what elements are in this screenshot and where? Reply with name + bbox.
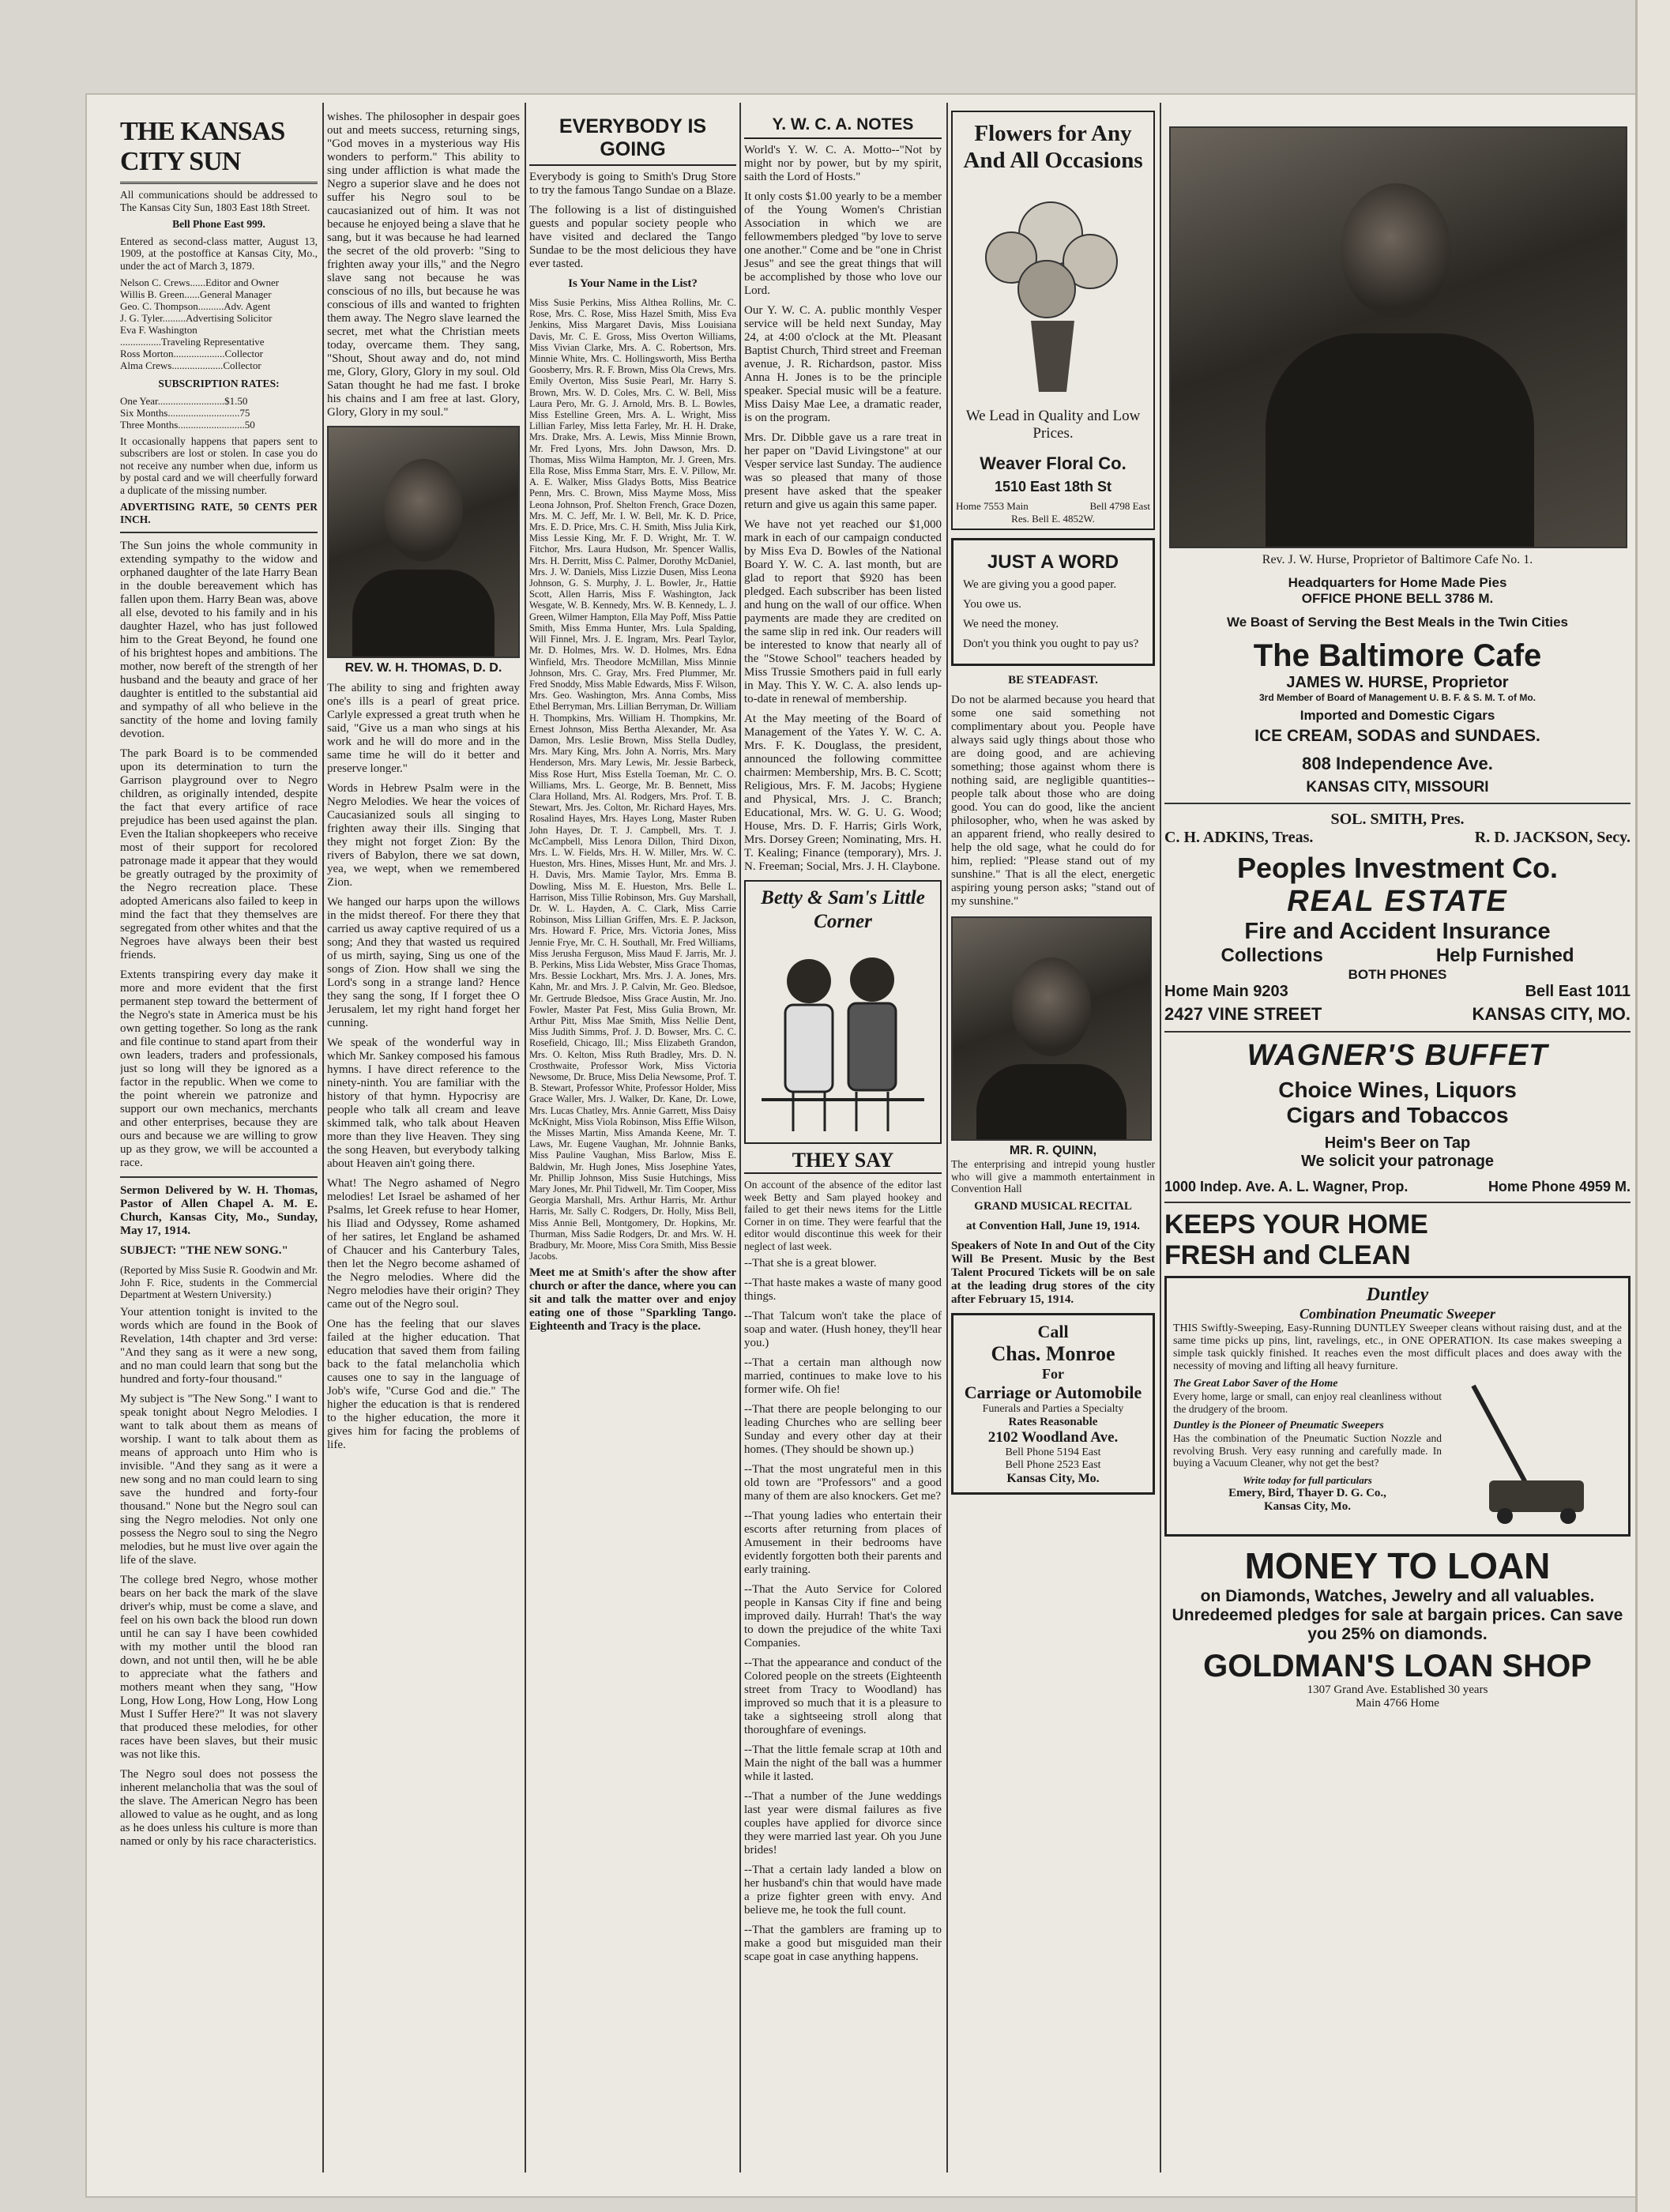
sermon-subject: SUBJECT: "THE NEW SONG."	[120, 1244, 288, 1257]
duntley-write: Write today for full particulars	[1243, 1473, 1372, 1486]
rate-line: One Year..........................$1.50	[120, 394, 248, 407]
monroe-rates: Rates Reasonable	[1008, 1415, 1098, 1428]
they-say-item: --That there are people belonging to our leading Churches who are selling beer Sunday and every other day at their homes. (They should be shown up.)	[744, 1403, 942, 1456]
they-say-item: --That a certain man although now married, continues to make love to his former wife. Oh fie!	[744, 1356, 942, 1396]
staff-line: Nelson C. Crews......Editor and Owner	[120, 276, 280, 288]
sweeper-illustration	[1442, 1378, 1600, 1528]
masthead-address: All communications should be addressed to The Kansas City Sun, 1803 East 18th Street.	[120, 189, 318, 213]
peoples-treas: C. H. ADKINS, Treas.	[1164, 829, 1314, 846]
missing-notice: It occasionally happens that papers sent to subscribers are lost or stolen. In case you do not receive any number when due, inform us by postal card and we will cheerfully forward a duplicate of the missing number.	[120, 434, 318, 496]
peoples-both: BOTH PHONES	[1348, 967, 1447, 982]
duntley-head: FRESH and CLEAN	[1164, 1240, 1411, 1270]
sermon-para: The college bred Negro, whose mother bears on her back the mark of the slave driver's whip, must be come a slave, and feel on his own back the blood run down until he can say I have been cowhided with my mother until the blood ran down, and not until then, will he be able to appreciate what the fathers and mothers meant when they sang, "How Long, How Long, How Long, How Long Must I Suffer Here?" It was not slavery that produced these melodies, for other races have been slaves, but their music was not like this.	[120, 1573, 318, 1761]
monroe-city: Kansas City, Mo.	[1006, 1471, 1100, 1485]
flowers-company: Weaver Floral Co.	[980, 453, 1126, 473]
staff-line: Geo. C. Thompson..........Adv. Agent	[120, 300, 271, 312]
flowers-phone: Bell 4798 East	[1089, 500, 1150, 512]
wagner-address: 1000 Indep. Ave. A. L. Wagner, Prop.	[1164, 1179, 1409, 1194]
divider	[1164, 803, 1631, 804]
loan-phone: Main 4766 Home	[1356, 1697, 1439, 1710]
ywca-para: World's Y. W. C. A. Motto--"Not by might nor by power, but by my spirit, saith the Lord of Hosts."	[744, 144, 942, 183]
masthead-entered: Entered as second-class matter, August 13, 1909, at the postoffice at Kansas City, Mo., under the act of March 3, 1879.	[120, 235, 318, 272]
ywca-para: At the May meeting of the Board of Management of the Yates Y. W. C. A. Mrs. F. K. Douglass, the president, announced the following committee chairmen: Membership, Mrs. B. C. Scott; Religious, Mrs. F. M. Jacobs; Hygiene and Physical, Mrs. J. C. Branch; Educational, Mrs. W. G. U. G. Wood; House, Mrs. D. F. Harris; Girls Work, Mrs. Dorsey Green; Nominating, Mrs. H. T. Kealing; Finance (temporary), Mrs. J. N. Freeman; Social, Mrs. J. H. Claybone.	[744, 713, 942, 873]
they-say-item: --That a number of the June weddings last year were dismal failures as five couples have applied for divorce since they were married last year. Oh you June brides!	[744, 1790, 942, 1856]
wagner-footer	[1164, 1179, 1631, 1195]
monroe-ad	[951, 1313, 1155, 1495]
peoples-name: Peoples Investment Co.	[1236, 852, 1559, 884]
baltimore-name: The Baltimore Cafe	[1253, 638, 1542, 673]
column-2	[327, 111, 520, 2188]
sermon-para: The Negro soul does not possess the inherent melancholia that was the soul of the slave. The American Negro has been allowed to value as he ought, and as long as he does unless his culture is more than named or only by his race characteristics.	[120, 1767, 318, 1848]
column-rule	[1160, 103, 1161, 2172]
just-a-word-line: Don't you think you ought to pay us?	[963, 638, 1139, 650]
duntley-great: The Great Labor Saver of the Home	[1173, 1378, 1338, 1390]
staff-line: Eva F. Washington	[120, 324, 197, 336]
advertising-rate: ADVERTISING RATE, 50 CENTS PER INCH.	[120, 501, 318, 525]
duntley-pioneer: Duntley is the Pioneer of Pneumatic Sweepers	[1173, 1420, 1384, 1431]
wagner-line: Cigars and Tobaccos	[1286, 1103, 1509, 1127]
duntley-box	[1164, 1276, 1631, 1537]
staff-line: Ross Morton....................Collector	[120, 348, 263, 359]
they-say-item: --That young ladies who entertain their escorts after returning from places of Amusement in their bedrooms have evidently forgotten both their parents and early training.	[744, 1510, 942, 1576]
monroe-for: For	[1042, 1365, 1064, 1382]
recital-date: at Convention Hall, June 19, 1914.	[965, 1219, 1141, 1232]
portrait-face	[1341, 183, 1451, 318]
peoples-city: KANSAS CITY, MO.	[1472, 1004, 1631, 1024]
baltimore-hq: Headquarters for Home Made Pies	[1288, 575, 1507, 590]
monroe-funerals: Funerals and Parties a Specialty	[982, 1402, 1124, 1415]
peoples-officers	[1164, 829, 1631, 847]
duntley-pioneer-text: Has the combination of the Pneumatic Suction Nozzle and revolving Brush. Very easy running and carefully made. In buying a Vacuum Cleaner, why not get the best?	[1173, 1432, 1442, 1469]
divider	[120, 1176, 318, 1178]
peoples-location	[1164, 1004, 1631, 1025]
peoples-phones	[1164, 983, 1631, 1001]
baltimore-boast: We Boast of Serving the Best Meals in the Twin Cities	[1226, 615, 1568, 630]
flowers-title: Flowers for Any And All Occasions	[963, 121, 1143, 173]
wagner-line: Choice Wines, Liquors	[1278, 1078, 1517, 1102]
divider	[1164, 1202, 1631, 1203]
they-say-item: --That Talcum won't take the place of soap and water. (Hush honey, they'll hear you.)	[744, 1310, 942, 1349]
column-3	[529, 111, 736, 2188]
be-steadfast-text: Do not be alarmed because you heard that some one said something not complimentary about you. People have always said ugly things about those who are doing good, and are achieving something; those against whom there is nothing said, are negligible quantities--people talk about those who are doing good. You can do good, like the ancient philosopher, who, when he was asked by an apparent friend, who really desired to help the old sage, what he could do for him, replied: "Please stand out of my sunshine." That is all the elect, energetic aspiring young person asks; "stand out of my sunshine."	[951, 694, 1155, 908]
divider	[120, 532, 318, 533]
baltimore-address: 808 Independence Ave.	[1302, 754, 1493, 773]
headline-they-say: THEY SAY	[744, 1149, 942, 1174]
wagner-name: WAGNER'S BUFFET	[1247, 1039, 1548, 1072]
monroe-call: Call	[1037, 1321, 1069, 1341]
portrait-caption: REV. W. H. THOMAS, D. D.	[344, 661, 502, 675]
they-say-item: --That the gamblers are framing up to make a good but misguided man their scape goat in case anything happens.	[744, 1924, 942, 1963]
they-say-item: --That she is a great blower.	[744, 1257, 877, 1270]
sermon-para: My subject is "The New Song." I want to speak tonight about Negro Melodies. I want to talk about them as means of worship. I want to talk about them as means of approach unto Him who is invisible. "And they sang as it were a new song and no man could learn to sing save the hundred and forty-four thousand." None but the Negro soul can sing the Negro melodies. Not only one possess the Negro soul to sing the Negro melodies, but he must live over again the life of the slave.	[120, 1392, 318, 1567]
betty-sam-title: Betty & Sam's Little Corner	[761, 887, 925, 932]
staff-line: ................Traveling Representative	[120, 336, 265, 348]
editorial-park-board: The park Board is to be commended upon its determination to turn the Garrison playground over to Negro children, as originally intended, despite the fact that every artifice of race prejudice has been used against the plan. Even the Italian shopkeepers who receive most of their support for recolored patronage made it appear that they would be greatly outraged by the proximity of the Negro recreation place. These adopted Americans also failed to keep in mind the fact that they themselves are segregated from other whites and that the Negroes have always been their best friends.	[120, 747, 318, 961]
portrait-thomas	[327, 426, 520, 658]
peoples-bell: Bell East 1011	[1525, 983, 1631, 1000]
portrait-hurse	[1169, 126, 1627, 548]
peoples-street: 2427 VINE STREET	[1164, 1004, 1322, 1024]
duntley-dealer: Emery, Bird, Thayer D. G. Co.,	[1228, 1486, 1386, 1499]
editorial-together: Extents transpiring every day make it more and more evident that the first permanent step toward the betterment of the Negro's state in America must be his own getting together. So long as the rank and file continue to stand apart from their own leaders, traders and professionals, just so long will they be ignored as a factor in the republic. When we come to the point wherein we patronize and support our own mechanics, merchants and other enterprises, because they are ours and because we are willing to grow up as they grow, we will be accounted a race.	[120, 969, 318, 1169]
monroe-phone: Bell Phone 5194 East	[1005, 1446, 1101, 1458]
peoples-fire: Fire and Accident Insurance	[1244, 919, 1551, 944]
staff-line: Alma Crews....................Collector	[120, 359, 261, 371]
portrait-face	[1012, 957, 1091, 1056]
column-5	[951, 111, 1155, 2188]
peoples-help: Help Furnished	[1435, 945, 1574, 966]
recital-text: Speakers of Note In and Out of the City Will Be Present. Music by the Best Talent Procured Tickets will be on sale at the leading drug stores of the city after February 15, 1914.	[951, 1239, 1155, 1306]
names-list: Miss Susie Perkins, Miss Althea Rollins, Mr. C. Rose, Mrs. C. Rose, Miss Hazel Smith, Miss Eva Jenkins, Miss Margaret Davis, Miss Louisiana Davis, Mr. C. E. Gross, Miss Overton Williams, Miss Vivian Clarke, Mrs. A. C. Robertson, Mrs. Minnie White, Mrs. C. Hollingsworth, Miss Bertha Goosberry, Mrs. R. F. Brown, Miss Ola Crews, Mrs. Emily Overton, Miss Susie Pearl, Mr. Harry S. Brown, Mrs. W. D. Coles, Mrs. C. W. Bell, Miss Laura Pero, Mr. G. J. Arnold, Mrs. B. L. Bowles, Miss Estelline Green, Mrs. A. L. Wright, Miss Lillian Farley, Miss Ietta Farley, Mr. H. H. Drake, Mrs. Drake, Mrs. A. Lewis, Miss Minnie Brown, Mr. Fred Lyons, Mrs. John Dawson, Mrs. D. Thomas, Miss Wilma Hampton, Mr. J. Green, Mrs. Ella Rose, Miss Emma Starr, Mrs. E. V. Pillow, Mr. A. E. Walker, Miss Gladys Botts, Miss Beatrice Penn, Mrs. C. Brown, Miss Mayme Moss, Miss Leona Johnson, Prof. Shelton French, Grace Dozen, Mrs. M. C. Jeff, Mr. I. W. Bell, Mr. K. D. Price, Mrs. E. D. Price, Mrs. C. H. Smith, Miss Julia Kirk, Miss Lessie King, Mr. F. D. Wright, Mr. T. W. Fitchor, Mrs. Laura Hudson, Mr. Spencer Wallis, Mrs. H. Derritt, Miss C. Palmer, Dorothy McDaniel, Mrs. J. W. Daniels, Miss Lizzie Dusen, Miss Leona Johnson, G. S. Murphy, J. L. Bowler, Jr., Hattie Scott, Allen Harris, Miss F. Washington, Jack Wesgate, W. B. Kennedy, Mrs. W. B. Kennedy, L. J. Green, Wilmer Hampton, Ella May Poff, Miss Pattie Smith, Miss Emma Hunter, Mrs. Lula Spalding, Will Finnel, Mrs. J. E. Ingram, Mrs. Pearl Taylor, Mr. D. Holmes, Mrs. W. D. Holmes, Mrs. Edna Winfield, Mrs. Theodore McMillan, Miss Minnie Johnson, Mrs. C. Gray, Mrs. Fred Plummer, Mr. Fred Snoddy, Miss Mable Edwards, Miss F. Wilson, Mrs. Geo. Washington, Mrs. Anna Combs, Miss Ethel Berryman, Mrs. Lillian Berryman, Dr. William H. Thompkins, Mrs. William H. Thompkins, Mr. Ernest Johnson, Miss Bertha Alexander, Mr. Asa Damon, Mrs. Leslie Brown, Miss Stella Dudley, Mrs. Mary King, Mrs. John A. Norris, Mrs. Mary Henderson, Mrs. Mary Lewis, Mr. Jessie Barbeck, Miss Rose Hurt, Miss Estella Toeman, Mr. C. O. Williams, Mrs. L. George, Mr. B. Bennett, Miss Clara Holland, Mrs. Al. Rodgers, Mrs. Prof. T. B. Stewart, Mrs. Jes. Colton, Mr. Richard Hayes, Mrs. Rosalind Hayes, Mrs. Hayes Long, Master Ruben John Hayes, Dr. T. J. Campbell, Mrs. T. J. McCampbell, Miss Lenora Dillon, Third Dixon, Mrs. L. W. Fields, Mrs. H. W. Miller, Mrs. W. C. Hueston, Mrs. Hines, Misses Hunt, Mr. and Mrs. J. H. Davis, Mrs. Mamie Taylor, Mrs. Emma B. Dowling, Miss M. E. Hueston, Mrs. Belle L. Harrison, Miss Tillie Robinson, Mrs. Guy Marshall, Dr. W. L. Hayden, A. C. Clark, Miss Carrie Robinson, Miss Lillian Griffen, Mrs. E. P. Jackson, Mrs. Howard F. Price, Mrs. Victoria Jones, Miss Jennie Frye, Mr. C. H. Southall, Mr. Fred Williams, Miss Jerusha Ferguson, Miss Maud F. Jarris, Mr. J. B. Perkins, Miss Lida Webster, Miss Grace Thomas, Mrs. Bessie Lockhart, Mrs. Mrs. J. A. Jones, Mrs. Kahn, Mr. and Mrs. J. P. Calvin, Mr. Geo. Bledsoe, Mr. Gertrude Bledsoe, Miss Grace Austin, Mr. Jno. Fowler, Master Pat Fest, Miss Gulia Brown, Mr. Arthur Pitt, Miss Mae Smith, Miss Nellie Dent, Miss Judith Simms, Prof. J. D. Bowser, Mrs. C. C. Rosefield, Chicago, Ill.; Miss Elizabeth Grandon, Mrs. O. Kelton, Miss Ruth Bradley, Mrs. D. N. Crosthwaite, Professor Work, Miss Victoria Newsome, Dr. Bruce, Miss Delia Newsome, Prof. T. B. Stewart, Professor White, Professor Holder, Miss Grace Waller, Mrs. J. Walker, Dr. Kane, Dr. Lowe, Mrs. Lucas Chatley, Mrs. Annie Garrett, Miss Daisy McKnight, Miss Viola Robinson, Miss Effie Wilson, the Misses Martin, Miss Amanda Keene, Mr. T. Laws, Mr. Eugene Vaughan, Mr. Johnnie Banks, Miss Pauline Vaughan, Miss Barlow, Miss E. Baldwin, Mr. Hugh Jones, Miss Josephine Yates, Mr. Phillip Johnson, Miss Susie Hutchings, Miss Mary Jones, Mr. Phil Tidwell, Mr. Tim Cooper, Miss Georgia Marshall, Mrs. Arthur Harris, Mr. Arthur Harris, Mr. Sally C. Rodgers, Dr. Holly, Miss Bell, Miss Annie Bell, Montgomery, Dr. Hopkins, Mr. Thurman, Miss Sadie Rodgers, Dr. and Mrs. W. H. Bradbury, Mr. Moore, Miss Cora Smith, Miss Bessie Jacobs.	[529, 297, 736, 1262]
staff-line: Willis B. Green......General Manager	[120, 288, 272, 300]
sermon-para: The ability to sing and frighten away one's ills is a pearl of great price. Carlyle expressed a great truth when he said, "Give us a man who sings at his work and he will do more and in the same time he will do it better and preserve longer."	[327, 682, 520, 775]
baltimore-city: KANSAS CITY, MISSOURI	[1306, 779, 1489, 796]
peoples-pres: SOL. SMITH, Pres.	[1330, 811, 1465, 828]
portrait-face	[384, 459, 463, 562]
peoples-ad	[1164, 811, 1631, 1025]
baltimore-ice: ICE CREAM, SODAS and SUNDAES.	[1254, 727, 1540, 745]
ywca-para: We have not yet reached our $1,000 mark in each of our campaign conducted by Miss Eva D. Bowles of the National Board Y. W. C. A. last month, but are glad to report that $920 has been pledged. Each subscriber has been listed and hung on the wall of our office. When payments are made they are credited on the same slip in red ink. Our readers will be interested to know that nearly all of the "Stowe School" teachers headed by Miss Trussie Smothers paid in full early in May. This Y. W. C. A. also lends up-to-date in renewal of membership.	[744, 518, 942, 705]
subscription-title: SUBSCRIPTION RATES:	[158, 378, 280, 389]
headline-ywca: Y. W. C. A. NOTES	[744, 115, 942, 139]
baltimore-cigars: Imported and Domestic Cigars	[1300, 708, 1495, 723]
flowers-phone-res: Res. Bell E. 4852W.	[1011, 513, 1095, 525]
masthead-phone: Bell Phone East 999.	[172, 218, 265, 230]
column-rule	[322, 103, 324, 2172]
just-a-word-box	[951, 538, 1155, 666]
peoples-secy: R. D. JACKSON, Secy.	[1474, 829, 1631, 846]
loan-address: 1307 Grand Ave. Established 30 years	[1307, 1683, 1488, 1696]
flowers-tag: We Lead in Quality and Low Prices.	[965, 408, 1141, 442]
flower-vase-illustration	[956, 179, 1150, 400]
duntley-brand: Duntley	[1366, 1285, 1429, 1305]
baltimore-prop: JAMES W. HURSE, Proprietor	[1286, 674, 1509, 691]
monroe-phone: Bell Phone 2523 East	[1005, 1458, 1101, 1471]
sermon-para: wishes. The philosopher in despair goes out and meets success, returning sings, "God moves in a mysterious way His wonders to perform." This ability to sing under affliction is what made the Negro a superior slave and he does not suffer his Negro soul to be caucasianized out of him. It was not because he enjoyed being a slave that he sang, but it was because he had learned the secret of the old proverb: "Sing to frighten away your ills," and the Negro slave sang not because he was conscious of no ills, but because he was conscious of ills and wanted to frighten them away. The Negro slave learned the secret, met what the Christian meets today, overcame them. They sang, "Shout, Shout away and do, not mind me, Glory, Glory, Glory in my soul. Old Satan thought he had me fast. I broke his chains and I am free at last. Glory, Glory, Glory in my soul."	[327, 111, 520, 419]
quinn-text: The enterprising and intrepid young hustler who will give a mammoth entertainment in Convention Hall	[951, 1158, 1155, 1194]
baltimore-member: 3rd Member of Board of Management U. B. F. & S. M. T. of Mo.	[1258, 692, 1536, 703]
hurse-caption: Rev. J. W. Hurse, Proprietor of Baltimore Cafe No. 1.	[1262, 553, 1533, 566]
peoples-collections: Collections	[1221, 945, 1323, 966]
monroe-address: 2102 Woodland Ave.	[987, 1428, 1119, 1446]
sermon-heading: Sermon Delivered by W. H. Thomas, Pastor of Allen Chapel A. M. E. Church, Kansas City, Mo., Sunday, May 17, 1914.	[120, 1184, 318, 1237]
they-say-item: --That a certain lady landed a blow on her husband's chin that would have made a prize fighter green with envy. And believe me, he took the full count.	[744, 1864, 942, 1917]
column-rule	[739, 103, 741, 2172]
portrait-suit	[976, 1064, 1126, 1139]
sermon-reported: (Reported by Miss Susie R. Goodwin and Mr. John F. Rice, students in the Commercial Department at Western University.)	[120, 1264, 318, 1300]
monroe-name: Chas. Monroe	[991, 1341, 1115, 1365]
divider	[1164, 1031, 1631, 1033]
sermon-para: What! The Negro ashamed of Negro melodies! Let Israel be ashamed of her Psalms, let Greek refuse to hear Homer, his Iliad and Odyssey, Rome ashamed of her satires, let England be ashamed of Chaucer and his Canterbury Tales, then let the Negro become ashamed of the Negro melodies. Where did the Negro melodies have their origin? They came out of the Negro soul.	[327, 1177, 520, 1311]
column-4	[744, 111, 942, 2188]
loan-ad	[1164, 1544, 1631, 1710]
duntley-great-text: Every home, large or small, can enjoy real cleanliness without the drudgery of the broom.	[1173, 1390, 1442, 1415]
flowers-ad	[951, 111, 1155, 530]
loan-name: GOLDMAN'S LOAN SHOP	[1203, 1649, 1592, 1683]
ywca-para: Mrs. Dr. Dibble gave us a rare treat in her paper on "David Livingstone" at our Vesper service last Sunday. The audience was so pleased that many of those present have asked that the speaker return and give us again this same paper.	[744, 431, 942, 511]
flowers-phones	[956, 500, 1150, 513]
peoples-services	[1164, 945, 1631, 967]
portrait-suit	[352, 570, 495, 656]
column-1	[120, 111, 318, 2188]
flowers-address: 1510 East 18th St	[994, 479, 1112, 495]
masthead-title: THE KANSAS CITY SUN	[120, 117, 318, 184]
baltimore-ad	[1164, 575, 1631, 796]
sermon-para: Your attention tonight is invited to the words which are found in the Book of Revelation, 14th chapter and 3rd verse: "And they sang as it were a new song, and no man could learn that song but the hundred and forty-four thousand."	[120, 1305, 318, 1386]
duntley-city: Kansas City, Mo.	[1263, 1499, 1351, 1513]
sermon-para: One has the feeling that our slaves failed at the higher education. That education that saved them from failing back to the fatal melancholia which causes one to say in the language of Job's wife, "Curse God and die." The higher the education is that is rendered to the higher education, the more it gives him for facing the problems of life.	[327, 1318, 520, 1451]
duntley-sub: Combination Pneumatic Sweeper	[1299, 1306, 1496, 1322]
duntley-head: KEEPS YOUR HOME	[1164, 1209, 1428, 1240]
portrait-suit	[1266, 333, 1534, 547]
loan-title: MONEY TO LOAN	[1244, 1545, 1551, 1586]
betty-sam-box	[744, 880, 942, 1144]
they-say-item: --That the Auto Service for Colored people in Kansas City if fine and being improved daily. Hurrah! That's the way to down the prejudice of the white Taxi Companies.	[744, 1583, 942, 1650]
article-para: The following is a list of distinguished guests and popular society people who have visited and declared the Tango Sundae to be the most delicious they have ever tasted.	[529, 204, 736, 270]
they-say-item: --That haste makes a waste of many good things.	[744, 1277, 942, 1303]
they-say-item: --That the appearance and conduct of the Colored people on the streets (Eighteenth street from Tracy to Woodland) has improved so much that it is a pleasure to take a sightseeing stroll along that thoroughfare of evenings.	[744, 1657, 942, 1736]
just-a-word-line: You owe us.	[963, 598, 1021, 611]
column-rule	[946, 103, 948, 2172]
peoples-real-estate: REAL ESTATE	[1287, 885, 1508, 918]
peoples-home: Home Main 9203	[1164, 983, 1288, 1000]
sermon-para: We speak of the wonderful way in which Mr. Sankey composed his famous hymns. I have direct reference to the ninety-ninth. You are familiar with the history of that hymn. Hypocrisy are people who talk all cream and leave skimmed talk, who talk about Heaven more than they live Heaven. They sing the song Heaven, but everybody talking about Heaven ain't going there.	[327, 1036, 520, 1170]
loan-text: on Diamonds, Watches, Jewelry and all valuables. Unredeemed pledges for sale at bargain prices. Can save you 25% on diamonds.	[1172, 1587, 1623, 1643]
duntley-text: THIS Swiftly-Sweeping, Easy-Running DUNTLEY Sweeper cleans without raising dust, and at the same time picks up pins, lint, ravelings, etc., in ONE OPERATION. Its case makes sweeping a simple task quickly finished. It reaches even the most difficult places and does away with the necessity of moving and lifting all heavy furniture.	[1173, 1322, 1622, 1372]
sermon-para: Words in Hebrew Psalm were in the Negro Melodies. We hear the voices of Caucasianized souls all singing to frighten away their ills. Singing that they might not forget Zion: By the rivers of Babylon, there we sat down, yea, we wept, when we remembered Zion.	[327, 782, 520, 889]
recital-title: GRAND MUSICAL RECITAL	[974, 1199, 1132, 1213]
flowers-phone: Home 7553 Main	[956, 500, 1029, 512]
rates-list	[120, 395, 318, 431]
page-edge	[1635, 0, 1670, 2212]
ywca-para: Our Y. W. C. A. public monthly Vesper service will be held next Sunday, May 24, at 4:00 o'clock at the Mt. Pleasant Baptist Church, Third street and Freeman avenue, J. R. Richardson, pastor. Miss Anna H. Jones is to be the principle speaker. Special music will be a feature. Miss Daisy Mae Lee, a dramatic reader, is on the program.	[744, 304, 942, 424]
quinn-caption: MR. R. QUINN,	[1009, 1144, 1097, 1157]
they-say-intro: On account of the absence of the editor last week Betty and Sam played hookey and failed to get their news items for the Little Corner in on time. They were fearful that the editor would discontinue this week for their neglect of last week.	[744, 1179, 942, 1252]
portrait-quinn	[951, 916, 1152, 1141]
they-say-item: --That the most ungrateful men in this old town are "Professors" and a good many of them are also knockers. Get me?	[744, 1463, 942, 1503]
monroe-service: Carriage or Automobile	[964, 1382, 1142, 1402]
subhead-list: Is Your Name in the List?	[568, 277, 698, 290]
editorial-bean: The Sun joins the whole community in extending sympathy to the widow and orphaned daughter of the late Harry Bean in the double bereavement which has fallen upon them. Harry Bean was, above all else, devoted to his family and in his daughter Hazel, who has just followed him to the Great Beyond, he found one of his brightest hopes and ambitions. The mother, now bereft of the strength of her husband and the beauty and grace of her daughter is entitled to the substantial aid and sympathy of all who believe in the sanctity of the home and loving family devotion.	[120, 540, 318, 740]
article-para: Everybody is going to Smith's Drug Store to try the famous Tango Sundae on a Blaze.	[529, 171, 736, 197]
column-rule	[525, 103, 526, 2172]
just-a-word-title: JUST A WORD	[987, 551, 1119, 573]
betty-sam-illustration	[746, 942, 940, 1139]
rate-line: Three Months..........................50	[120, 418, 255, 431]
rate-line: Six Months............................75	[120, 406, 250, 419]
sermon-para: We hanged our harps upon the willows in the midst thereof. For there they that carried us away captive required of us a song; And they that wasted us required of us mirth, saying, Sing us one of the songs of Zion. How shall we sing the Lord's song in a strange land? Hence they sang the song, If I forget thee O Jerusalem, let my right hand forget her cunning.	[327, 896, 520, 1029]
wagner-line: We solicit your patronage	[1300, 1153, 1495, 1170]
headline-everybody: EVERYBODY IS GOING	[529, 115, 736, 166]
article-closing: Meet me at Smith's after the show after church or after the dance, where you can sit and talk the matter over and enjoy eating one of those "Sparkling Tango. Eighteenth and Tracy is the place.	[529, 1266, 736, 1334]
they-say-item: --That the little female scrap at 10th and Main the night of the ball was a hummer while it lasted.	[744, 1744, 942, 1783]
wagner-ad	[1164, 1039, 1631, 1195]
staff-list	[120, 276, 318, 371]
just-a-word-line: We need the money.	[963, 618, 1059, 630]
ywca-para: It only costs $1.00 yearly to be a member of the Young Women's Christian Association in which we are fellowmembers pledged "by love to serve one another." Come and be "one in Christ Jesus" and see the great things that will be accomplished by those who love our Lord.	[744, 190, 942, 297]
column-6	[1164, 111, 1631, 2188]
staff-line: J. G. Tyler.........Advertising Solicitor	[120, 312, 273, 324]
be-steadfast-title: BE STEADFAST.	[1008, 674, 1098, 687]
duntley-ad	[1164, 1209, 1631, 1537]
baltimore-office: OFFICE PHONE BELL 3786 M.	[1301, 591, 1494, 606]
wagner-line: Heim's Beer on Tap	[1324, 1134, 1471, 1152]
wagner-phone: Home Phone 4959 M.	[1488, 1179, 1631, 1194]
just-a-word-line: We are giving you a good paper.	[963, 578, 1117, 591]
